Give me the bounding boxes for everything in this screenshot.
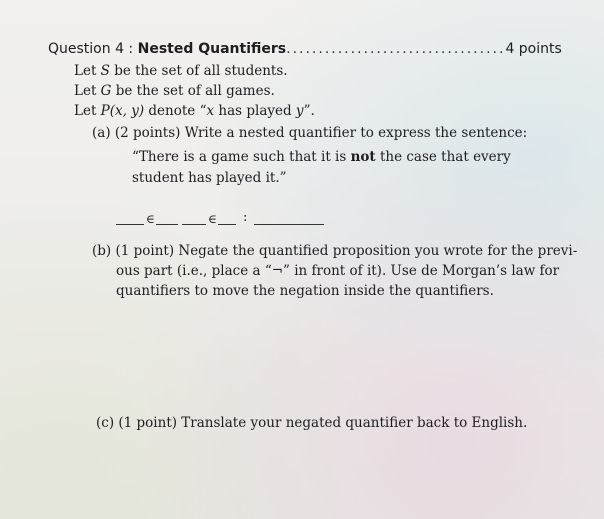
- part-a-quote-line1: [132, 148, 511, 166]
- element-of-symbol-2: ∈: [208, 212, 217, 226]
- colon-separator: :: [243, 210, 248, 225]
- definition-games: [74, 82, 275, 100]
- definition-text: Let: [74, 63, 101, 79]
- question-label: Question 4 :: [48, 41, 134, 57]
- part-a-header: (a) (2 points) Write a nested quantifier to express the sentence:: [92, 125, 528, 141]
- predicate-variable: P(x, y): [100, 103, 145, 119]
- blank-set-2[interactable]: [218, 224, 236, 225]
- set-variable: S: [100, 63, 110, 79]
- blank-predicate[interactable]: [254, 224, 324, 225]
- set-variable: G: [100, 83, 112, 99]
- quote-text: “There is a game such that it is: [132, 149, 351, 165]
- part-b-line3: quantifiers to move the negation inside the quantifiers.: [116, 283, 494, 299]
- definition-text: be the set of all games.: [111, 83, 275, 99]
- predicate-variable: x: [206, 103, 215, 119]
- quote-text: the case that every: [375, 149, 511, 165]
- question-title: Nested Quantifiers: [137, 41, 287, 57]
- definition-text: has played: [214, 103, 296, 119]
- definition-text: Let: [74, 83, 101, 99]
- blank-quantifier-1[interactable]: [116, 224, 144, 225]
- definition-text: denote “: [144, 103, 207, 119]
- definition-text: be the set of all students.: [109, 63, 288, 79]
- definition-predicate: [74, 102, 315, 120]
- definition-text: Let: [74, 103, 101, 119]
- blank-quantifier-2[interactable]: [182, 224, 206, 225]
- part-a-quote-line2: student has played it.”: [132, 170, 287, 186]
- definition-text: ”.: [303, 103, 315, 119]
- part-b-line1: (b) (1 point) Negate the quantified proposition you wrote for the previ-: [92, 243, 578, 259]
- definition-students: [74, 62, 288, 80]
- predicate-variable: y: [295, 103, 304, 119]
- quote-emphasis: not: [350, 149, 376, 165]
- element-of-symbol-1: ∈: [146, 212, 155, 226]
- leader-dots: ..................................: [286, 41, 506, 57]
- question-points: 4 points: [505, 41, 562, 57]
- part-c-line1: (c) (1 point) Translate your negated quantifier back to English.: [96, 415, 528, 431]
- blank-set-1[interactable]: [156, 224, 178, 225]
- question-heading: [48, 40, 562, 58]
- part-b-line2: ous part (i.e., place a “¬” in front of it). Use de Morgan’s law for: [116, 263, 560, 279]
